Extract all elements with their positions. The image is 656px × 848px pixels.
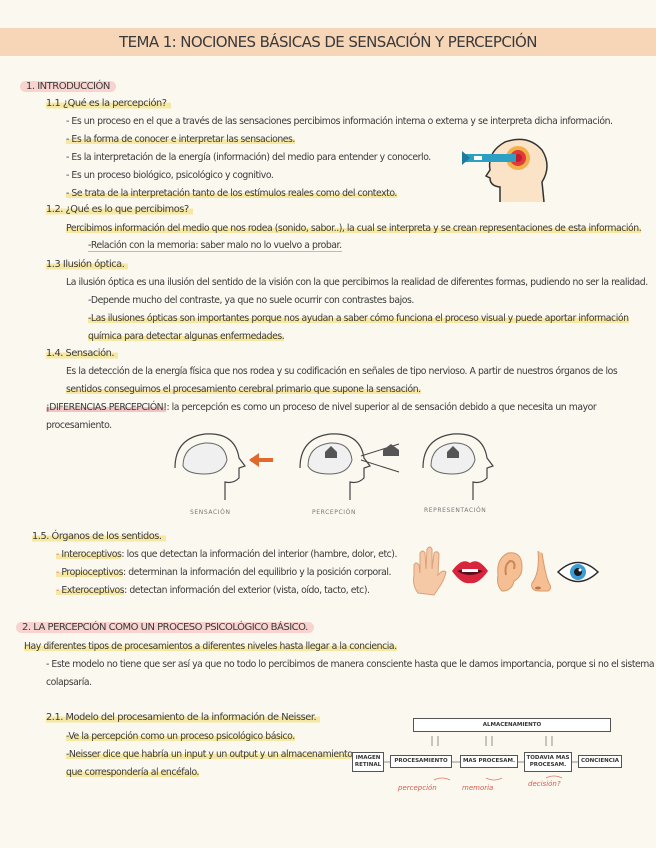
list-item: - Es un proceso biológico, psicológico y cognitivo.	[66, 170, 274, 181]
list-item: química para detectar algunas enfermedades.	[88, 331, 285, 342]
list-item: - Es un proceso en el que a través de las sensaciones percibimos información interna o externa y se interpreta dicha información.	[66, 116, 613, 127]
list-item: -Neisser dice que habría un input y un output y un almacenamiento	[66, 749, 353, 760]
differences-note: ¡DIFERENCIAS PERCEPCIÓN!: la percepción es como un proceso de nivel superior al de sensación debido a que necesita un mayor	[46, 402, 597, 413]
subsection-1-2: 1.2. ¿Qué es lo que percibimos?	[46, 203, 193, 217]
section-1-heading: 1. INTRODUCCIÓN	[20, 80, 116, 94]
diagram-box-even-more-processing: TODAVIA MAS PROCESAM.	[524, 752, 572, 772]
hand-icon	[414, 547, 447, 595]
ear-icon	[498, 553, 523, 591]
list-item: - Se trata de la interpretación tanto de los estímulos reales como del contexto.	[66, 188, 397, 199]
sensation-perception-illustration	[165, 428, 495, 508]
paragraph: sentidos conseguimos el procesamiento cerebral primario que supone la sensación.	[66, 384, 421, 395]
head-eye-illustration	[460, 132, 552, 204]
list-item: -Las ilusiones ópticas son importantes porque nos ayudan a saber cómo funciona el proceso visual y puede aportar información	[88, 313, 629, 324]
list-item: -Depende mucho del contraste, ya que no suele ocurrir con contrastes bajos.	[88, 295, 414, 306]
list-item: - Es la forma de conocer e interpretar las sensaciones.	[66, 134, 295, 145]
list-item: - Es la interpretación de la energía (información) del medio para entender y conocerlo.	[66, 152, 431, 163]
paragraph: La ilusión óptica es una ilusión del sentido de la visión con la que percibimos la realidad de diferentes formas, pudiendo no ser la realidad.	[66, 277, 648, 288]
paragraph: - Este modelo no tiene que ser así ya que no todo lo percibimos de manera consciente hasta que le damos importancia, porque si no el sistema	[46, 659, 655, 670]
differences-note-cont: procesamiento.	[46, 420, 112, 431]
list-item: que correspondería al encéfalo.	[66, 767, 200, 778]
diagram-box-processing: PROCESAMIENTO	[390, 755, 452, 768]
list-item: - Propioceptivos: determinan la información del equilibrio y la posición corporal.	[56, 567, 392, 578]
paragraph: colapsaría.	[46, 677, 92, 688]
diagram-note-percepcion: percepción	[398, 784, 437, 792]
diagram-box-retinal: IMAGEN RETINAL	[352, 752, 384, 772]
subsection-1-3: 1.3 Ilusión óptica.	[46, 258, 128, 272]
list-item: - Exteroceptivos: detectan información del exterior (vista, oído, tacto, etc).	[56, 585, 370, 596]
page-title: TEMA 1: NOCIONES BÁSICAS DE SENSACIÓN Y PERCEPCIÓN	[119, 33, 537, 51]
subsection-1-1: 1.1 ¿Qué es la percepción?	[46, 97, 171, 111]
caption-representacion: REPRESENTACIÓN	[424, 507, 487, 514]
list-item: - Interoceptivos: los que detectan la información del interior (hambre, dolor, etc).	[56, 549, 397, 560]
paragraph: Es la detección de la energía física que nos rodea y su codificación en señales de tipo nervioso. A partir de nuestros órganos de los	[66, 366, 618, 377]
paragraph: Percibimos información del medio que nos rodea (sonido, sabor..), la cual se interpreta y se crean representaciones de esta información.	[66, 223, 642, 234]
section-2-heading: 2. LA PERCEPCIÓN COMO UN PROCESO PSICOLÓGICO BÁSICO.	[16, 621, 314, 635]
nose-icon	[532, 551, 551, 591]
subsection-1-5: 1.5. Órganos de los sentidos.	[32, 530, 166, 544]
diagram-box-consciousness: CONCIENCIA	[578, 755, 622, 768]
caption-percepcion: PERCEPCIÓN	[312, 509, 357, 516]
diagram-note-memoria: memoria	[462, 784, 494, 792]
diagram-note-decision: decisión?	[528, 780, 561, 788]
sense-organs-illustration	[410, 545, 600, 597]
diagram-storage-box: ALMACENAMIENTO	[413, 718, 611, 732]
eye-icon	[558, 563, 598, 582]
note: -Relación con la memoria: saber malo no lo vuelvo a probar.	[88, 240, 342, 251]
list-item: -Ve la percepción como un proceso psicológico básico.	[66, 731, 295, 742]
paragraph: Hay diferentes tipos de procesamientos a diferentes niveles hasta llegar a la conciencia.	[24, 641, 397, 652]
diagram-box-more-processing: MAS PROCESAM.	[460, 755, 518, 768]
caption-sensacion: SENSACIÓN	[190, 509, 231, 516]
subsection-2-1: 2.1. Modelo del procesamiento de la información de Neisser.	[46, 711, 320, 725]
mouth-icon	[452, 561, 488, 583]
subsection-1-4: 1.4. Sensación.	[46, 347, 118, 361]
